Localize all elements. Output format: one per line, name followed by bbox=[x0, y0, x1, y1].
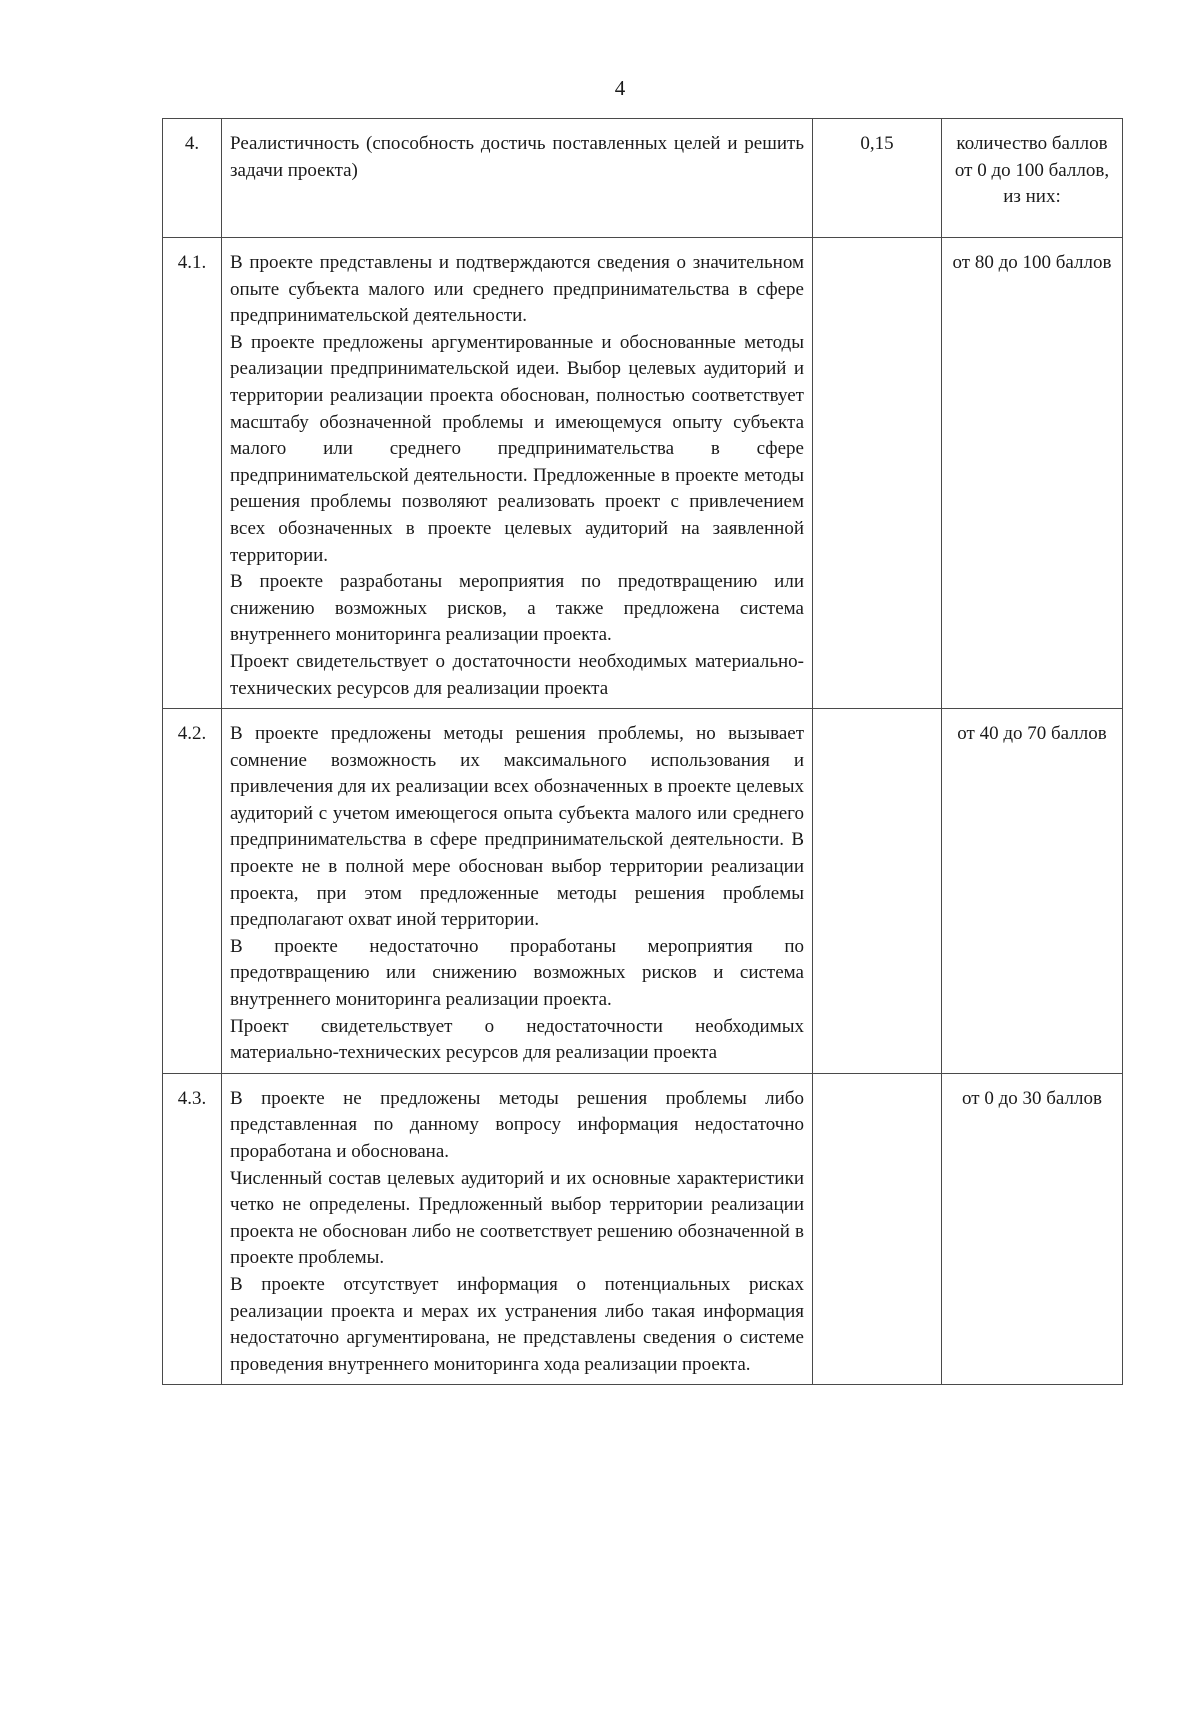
table-row bbox=[163, 709, 1123, 1074]
criterion-number: 4.3. bbox=[163, 1073, 222, 1385]
description-paragraph: В проекте недостаточно проработаны мероприятия по предотвращению или снижению возможных рисков и система внутреннего мониторинга реализации проекта. bbox=[230, 935, 804, 1011]
criterion-number: 4.1. bbox=[163, 238, 222, 709]
criterion-score: от 80 до 100 баллов bbox=[942, 238, 1123, 709]
description-paragraph: Проект свидетельствует о недостаточности необходимых материально-технических ресурсов для реализации проекта bbox=[230, 1015, 804, 1064]
criterion-score: от 0 до 30 баллов bbox=[942, 1073, 1123, 1385]
criterion-description bbox=[222, 119, 813, 238]
page-number: 4 bbox=[614, 76, 626, 100]
description-paragraph: В проекте разработаны мероприятия по предотвращению или снижению возможных рисков, а также предложена система внутреннего мониторинга реализации проекта. bbox=[230, 571, 804, 646]
criterion-description bbox=[222, 1073, 813, 1385]
criterion-weight bbox=[813, 709, 942, 1074]
description-paragraph: Численный состав целевых аудиторий и их основные характеристики четко не определены. Предложенный выбор территории реализации проекта не обоснован либо не соответствует решению обозначенной в проекте проблемы. bbox=[230, 1167, 804, 1269]
description-paragraph: Реалистичность (способность достичь поставленных целей и решить задачи проекта) bbox=[230, 133, 804, 181]
description-paragraph: В проекте представлены и подтверждаются сведения о значительном опыте субъекта малого или среднего предпринимательства в сфере предпринимательской деятельности. bbox=[230, 252, 804, 327]
description-paragraph: В проекте отсутствует информация о потенциальных рисках реализации проекта и мерах их устранения либо такая информация недостаточно аргументирована, не представлены сведения о системе проведения внутреннего мониторинга хода реализации проекта. bbox=[230, 1273, 804, 1375]
description-paragraph: Проект свидетельствует о достаточности необходимых материально-технических ресурсов для реализации проекта bbox=[230, 650, 804, 699]
criterion-score: от 40 до 70 баллов bbox=[942, 709, 1123, 1074]
table-row bbox=[163, 1073, 1123, 1385]
table-row bbox=[163, 119, 1123, 238]
criterion-weight bbox=[813, 238, 942, 709]
description-paragraph: В проекте предложены аргументированные и обоснованные методы реализации предпринимательской идеи. Выбор целевых аудиторий и территории реализации проекта обоснован, полностью соответствует масштабу обозначенной проблемы и имеющемуся опыту субъекта малого или среднего предпринимательства в сфере предпринимательской деятельности. Предложенные в проекте методы решения проблемы позволяют реализовать проект с привлечением всех обозначенных в проекте целевых аудиторий на заявленной территории. bbox=[230, 331, 804, 566]
criterion-weight bbox=[813, 1073, 942, 1385]
criterion-score: количество баллов от 0 до 100 баллов, из них: bbox=[942, 119, 1123, 238]
criteria-table bbox=[162, 118, 1123, 1385]
description-paragraph: В проекте не предложены методы решения проблемы либо представленная по данному вопросу информация недостаточно проработана и обоснована. bbox=[230, 1087, 804, 1162]
criterion-number: 4.2. bbox=[163, 709, 222, 1074]
criterion-description bbox=[222, 709, 813, 1074]
table-row bbox=[163, 238, 1123, 709]
description-paragraph: В проекте предложены методы решения проблемы, но вызывает сомнение возможность их максимального использования и привлечения для их реализации всех обозначенных в проекте целевых аудиторий с учетом имеющегося опыта субъекта малого или среднего предпринимательства в сфере предпринимательской деятельности. В проекте не в полной мере обоснован выбор территории реализации проекта, при этом предложенные методы решения проблемы предполагают охват иной территории. bbox=[230, 723, 804, 931]
criterion-weight: 0,15 bbox=[813, 119, 942, 238]
criterion-number: 4. bbox=[163, 119, 222, 238]
criterion-description bbox=[222, 238, 813, 709]
